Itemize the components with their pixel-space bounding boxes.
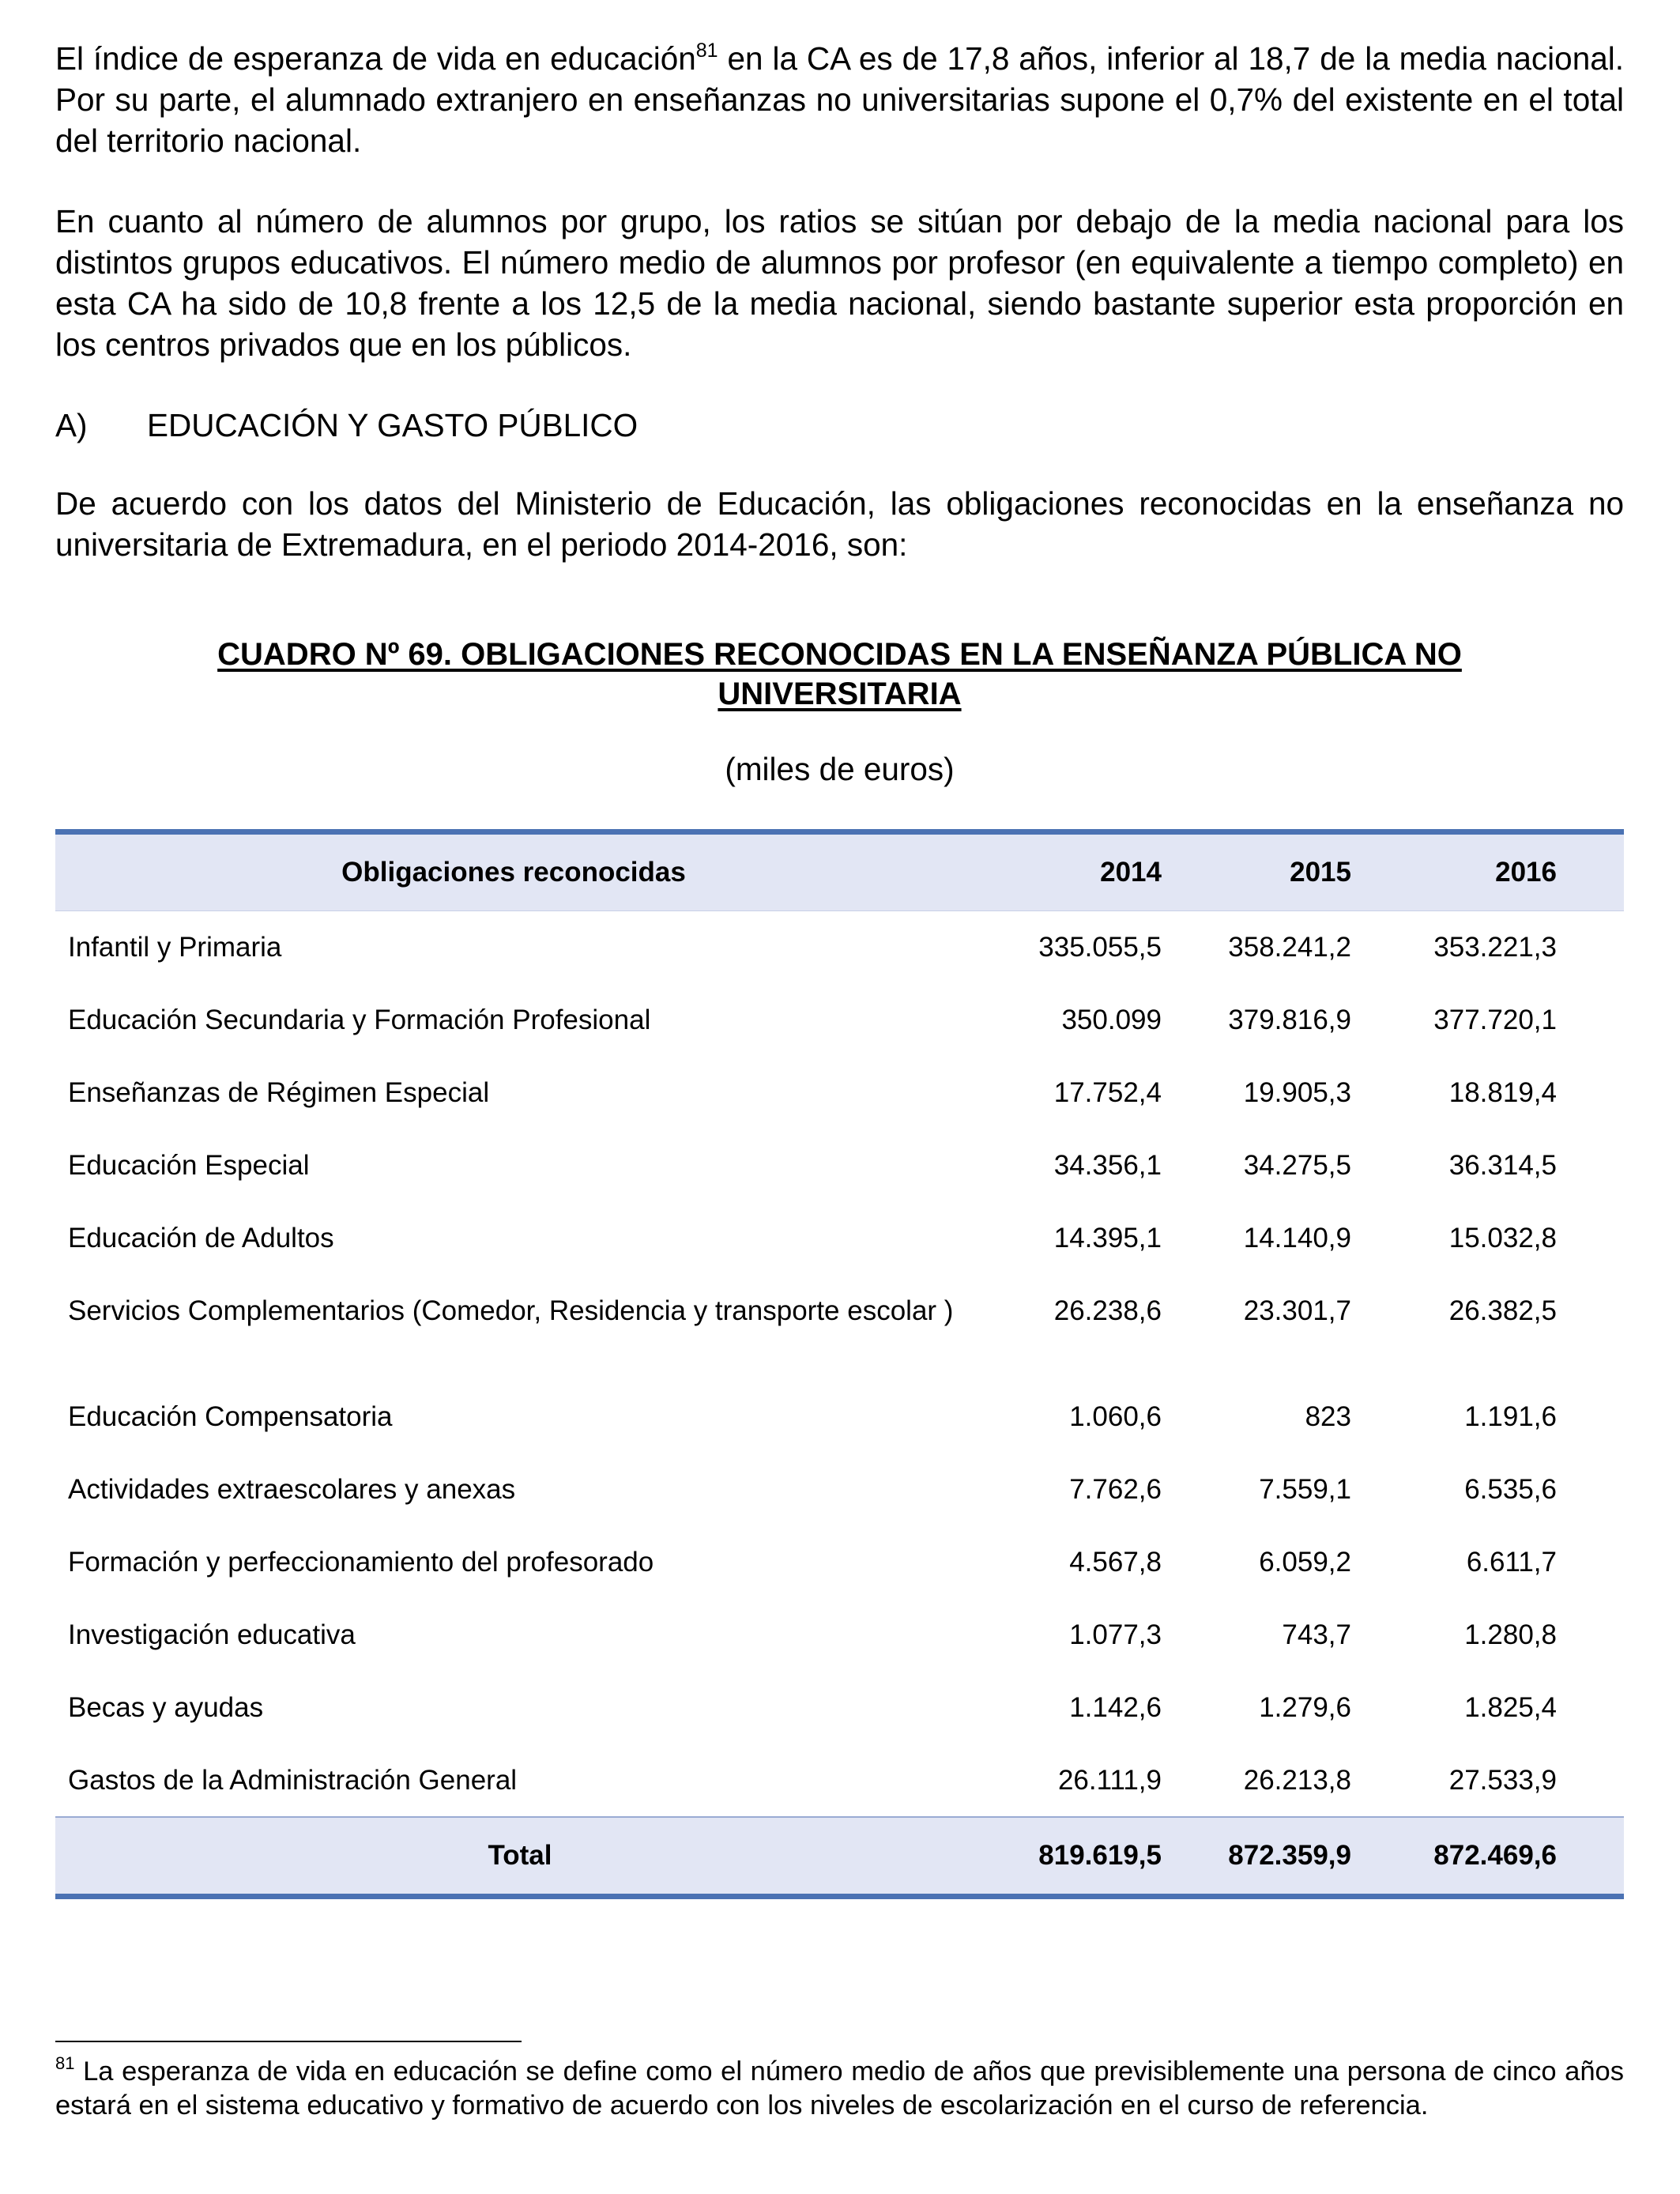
cell-2014: 1.060,6: [1069, 1400, 1162, 1432]
cell-2014: 350.099: [1061, 1004, 1162, 1035]
footnote-text: La esperanza de vida en educación se define como el número medio de años que previsiblemente una persona de cinco años estará en el sistema educativo y formativo de acuerdo con los niveles de escolarización en el curso de referencia.: [55, 2056, 1624, 2120]
cell-2014: 17.752,4: [1053, 1076, 1162, 1108]
cell-2014: 1.077,3: [1069, 1619, 1162, 1650]
table-total-row: [55, 1817, 1624, 1897]
footnote: [55, 2055, 1624, 2123]
header-2014: 2014: [972, 832, 1170, 911]
cell-2014: 7.762,6: [1069, 1473, 1162, 1505]
cell-2015: 7.559,1: [1259, 1473, 1351, 1505]
row-label: Infantil y Primaria: [68, 932, 282, 963]
cell-2015: 34.275,5: [1243, 1149, 1351, 1181]
row-label: Educación Compensatoria: [68, 1400, 393, 1432]
table-row: [55, 984, 1624, 1057]
cell-2014: 14.395,1: [1053, 1222, 1162, 1253]
header-2016: 2016: [1359, 832, 1624, 911]
footnote-number: 81: [55, 2053, 75, 2073]
cell-2015: 14.140,9: [1243, 1222, 1351, 1253]
cell-2014: 1.142,6: [1069, 1691, 1162, 1723]
cell-2015: 6.059,2: [1259, 1546, 1351, 1578]
table-row: [55, 1381, 1624, 1453]
table-row: [55, 1202, 1624, 1275]
cell-2016: 353.221,3: [1433, 932, 1557, 963]
cell-2015: 19.905,3: [1243, 1076, 1351, 1108]
row-label: Enseñanzas de Régimen Especial: [68, 1076, 490, 1108]
document-page: [55, 38, 1624, 1899]
total-2016: 872.469,6: [1359, 1817, 1624, 1897]
table-row: [55, 1672, 1624, 1744]
cell-2016: 1.280,8: [1464, 1619, 1557, 1650]
table-row: [55, 1129, 1624, 1202]
table-title-line-2: UNIVERSITARIA: [718, 677, 962, 711]
row-label: Servicios Complementarios (Comedor, Residencia y transporte escolar ): [68, 1295, 954, 1326]
table-row: [55, 1453, 1624, 1526]
row-label: Educación Secundaria y Formación Profesional: [68, 1004, 651, 1035]
table-row: [55, 1057, 1624, 1129]
row-label: Becas y ayudas: [68, 1691, 264, 1723]
table-row: [55, 1599, 1624, 1672]
cell-2014: 4.567,8: [1069, 1546, 1162, 1578]
section-title: EDUCACIÓN Y GASTO PÚBLICO: [147, 407, 638, 443]
row-label: Educación Especial: [68, 1149, 310, 1181]
table-row: [55, 1744, 1624, 1817]
cell-2016: 27.533,9: [1448, 1764, 1557, 1796]
total-2015: 872.359,9: [1170, 1817, 1359, 1897]
cell-2015: 358.241,2: [1228, 932, 1351, 963]
cell-2015: 743,7: [1282, 1619, 1351, 1650]
obligations-table: [55, 829, 1624, 1899]
cell-2016: 6.535,6: [1464, 1473, 1557, 1505]
paragraph-student-ratios: En cuanto al número de alumnos por grupo, los ratios se sitúan por debajo de la media nacional para los distintos grupos educativos. El número medio de alumnos por profesor (en equivalente a tiempo completo) en esta CA ha sido de 10,8 frente a los 12,5 de la media nacional, siendo bastante superior esta proporción en los centros privados que en los públicos.: [55, 203, 1624, 363]
total-2014: 819.619,5: [972, 1817, 1170, 1897]
cell-2016: 36.314,5: [1448, 1149, 1557, 1181]
paragraph-life-expectancy: [55, 38, 1624, 161]
table-row: [55, 1526, 1624, 1599]
row-label: Investigación educativa: [68, 1619, 356, 1650]
row-label: Educación de Adultos: [68, 1222, 334, 1253]
cell-2016: 1.191,6: [1464, 1400, 1557, 1432]
cell-2016: 377.720,1: [1433, 1004, 1557, 1035]
table-title-line-1: CUADRO Nº 69. OBLIGACIONES RECONOCIDAS EN LA ENSEÑANZA PÚBLICA NO: [217, 637, 1462, 672]
table-row: [55, 911, 1624, 984]
cell-2016: 1.825,4: [1464, 1691, 1557, 1723]
cell-2015: 1.279,6: [1259, 1691, 1351, 1723]
row-label: Actividades extraescolares y anexas: [68, 1473, 516, 1505]
header-2015: 2015: [1170, 832, 1359, 911]
section-letter: A): [55, 407, 88, 443]
paragraph-text: en la CA es de 17,8 años, inferior al 18,7 de la media nacional. Por su parte, el alumnado extranjero en enseñanzas no universitarias supone el 0,7% del existente en el total del territorio nacional.: [55, 40, 1624, 159]
cell-2016: 26.382,5: [1448, 1295, 1557, 1326]
cell-2014: 26.111,9: [1057, 1764, 1162, 1796]
cell-2014: 34.356,1: [1053, 1149, 1162, 1181]
table-row: [55, 1275, 1624, 1381]
section-heading: [55, 405, 1624, 446]
table-unit: (miles de euros): [725, 751, 955, 787]
cell-2016: 15.032,8: [1448, 1222, 1557, 1253]
table-header-row: [55, 832, 1624, 911]
cell-2014: 335.055,5: [1038, 932, 1162, 963]
row-label: Formación y perfeccionamiento del profesorado: [68, 1546, 654, 1578]
cell-2016: 18.819,4: [1448, 1076, 1557, 1108]
footnote-separator: [55, 2041, 522, 2042]
cell-2015: 26.213,8: [1243, 1764, 1351, 1796]
header-label: Obligaciones reconocidas: [55, 832, 972, 911]
cell-2016: 6.611,7: [1466, 1546, 1557, 1578]
cell-2014: 26.238,6: [1053, 1295, 1162, 1326]
row-label: Gastos de la Administración General: [68, 1764, 518, 1796]
cell-2015: 379.816,9: [1228, 1004, 1351, 1035]
total-label: Total: [55, 1817, 972, 1897]
table-title: [55, 635, 1624, 714]
cell-2015: 823: [1305, 1400, 1351, 1432]
paragraph-text: El índice de esperanza de vida en educación: [55, 40, 696, 77]
paragraph-intro-table: De acuerdo con los datos del Ministerio de Educación, las obligaciones reconocidas en la enseñanza no universitaria de Extremadura, en el periodo 2014-2016, son:: [55, 485, 1624, 563]
footnote-reference[interactable]: 81: [695, 39, 718, 62]
cell-2015: 23.301,7: [1243, 1295, 1351, 1326]
